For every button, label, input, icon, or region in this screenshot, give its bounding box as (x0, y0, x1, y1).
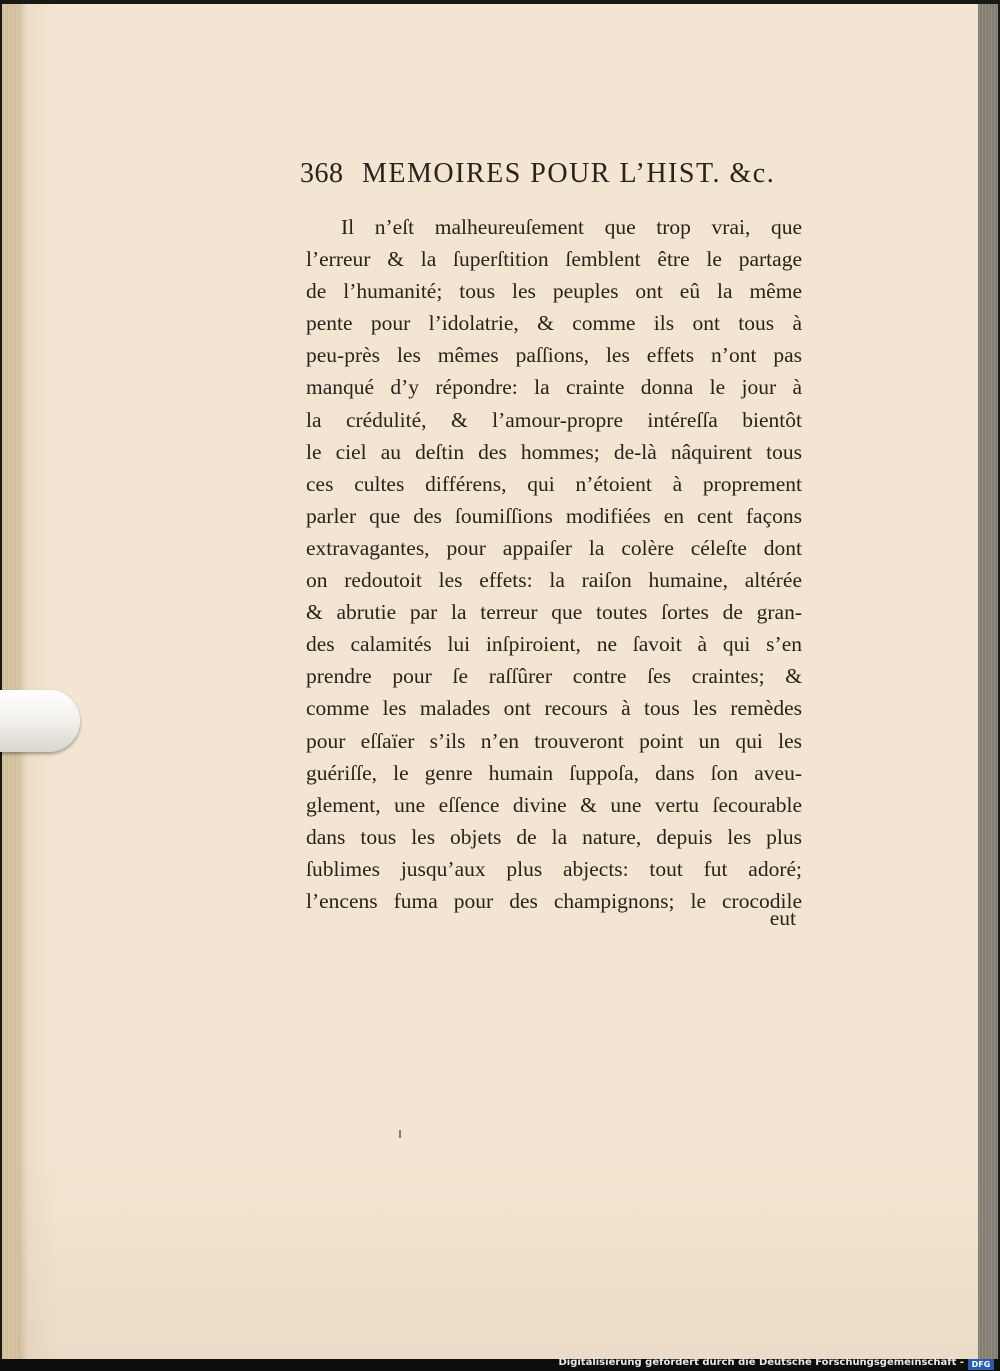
text-line: peu-près les mêmes paſſions, les effets n’ont pas (306, 343, 802, 368)
body-text (306, 211, 802, 917)
text-line: extravagantes, pour appaiſer la colère céleſte dont (306, 535, 802, 560)
text-line: le ciel au deſtin des hommes; de-là nâquirent tous (306, 439, 802, 464)
text-line: glement, une eſſence divine & une vertu ſecourable (306, 792, 802, 817)
page-header (300, 158, 780, 198)
text-line: parler que des ſoumiſſions modifiées en cent façons (306, 503, 802, 528)
text-line: guériſſe, le genre humain ſuppoſa, dans ſon aveu- (306, 760, 802, 785)
bookmark-tab (0, 690, 80, 752)
fore-edge (978, 4, 998, 1359)
text-line: ces cultes différens, qui n’étoient à proprement (306, 471, 802, 496)
catchword: eut (769, 906, 796, 930)
text-line: de l’humanité; tous les peuples ont eû la même (306, 279, 802, 304)
text-line: & abrutie par la terreur que toutes ſortes de gran- (306, 600, 802, 625)
text-line: l’erreur & la ſuperſtition ſemblent être le partage (306, 247, 802, 272)
digitization-footer (0, 1359, 1000, 1371)
text-line: pour eſſaïer s’ils n’en trouveront point un qui les (306, 728, 802, 753)
footer-credit: Digitalisierung gefördert durch die Deutsche Forschungsgemeinschaft - (558, 1357, 964, 1368)
text-line: pente pour l’idolatrie, & comme ils ont tous à (306, 311, 802, 336)
running-head: MEMOIRES POUR L’HIST. &c. (362, 158, 776, 189)
paper-speck (399, 1130, 401, 1138)
text-line: des calamités lui inſpiroient, ne ſavoit à qui s’en (306, 632, 802, 657)
text-line: on redoutoit les effets: la raiſon humaine, altérée (306, 568, 802, 593)
text-line: dans tous les objets de la nature, depuis les plus (306, 824, 802, 849)
text-line: ſublimes jusqu’aux plus abjects: tout fut adoré; (306, 856, 802, 881)
text-line: la crédulité, & l’amour-propre intéreſſa bientôt (306, 407, 802, 432)
text-line: manqué d’y répondre: la crainte donna le jour à (306, 375, 802, 400)
text-line: Il n’eſt malheureuſement que trop vrai, que (341, 215, 802, 239)
text-line: comme les malades ont recours à tous les remèdes (306, 696, 802, 721)
text-line: prendre pour ſe raſſûrer contre ſes craintes; & (306, 664, 802, 689)
dfg-logo-icon: DFG (968, 1359, 994, 1370)
text-line: l’encens fuma pour des champignons; le crocodile (306, 888, 802, 913)
page-number: 368 (300, 158, 344, 189)
